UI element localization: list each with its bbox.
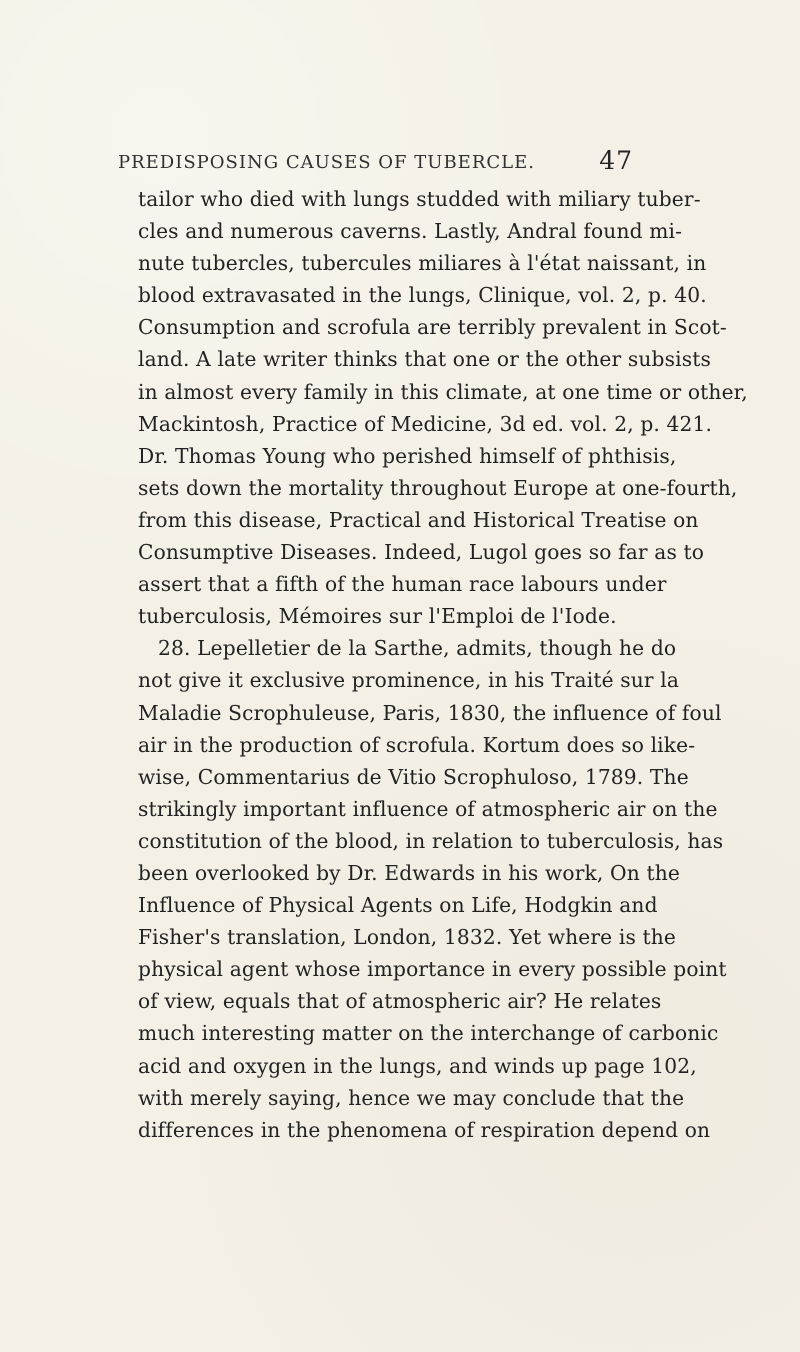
text-line: wise, Commentarius de Vitio Scrophuloso, 1789. The (138, 764, 689, 789)
text-line: physical agent whose importance in every possible point (138, 957, 727, 982)
text-line: not give it exclusive prominence, in his Traité sur la (138, 668, 680, 693)
text-line: with merely saying, hence we may conclude that the (138, 1085, 685, 1110)
text-line: differences in the phenomena of respiration depend on (138, 1117, 711, 1142)
text-line: Mackintosh, Practice of Medicine, 3d ed. vol. 2, p. 421. (138, 411, 713, 436)
text-line: Consumption and scrofula are terribly prevalent in Scot- (138, 315, 727, 340)
text-line: air in the production of scrofula. Kortum does so like- (138, 732, 696, 757)
text-line: sets down the mortality throughout Europe at one-fourth, (138, 475, 738, 500)
text-line: Fisher's translation, London, 1832. Yet where is the (138, 925, 677, 950)
text-line: cles and numerous caverns. Lastly, Andral found mi- (138, 219, 683, 244)
text-line: constitution of the blood, in relation to tuberculosis, has (138, 828, 724, 853)
text-line: much interesting matter on the interchange of carbonic (138, 1021, 719, 1046)
running-title: PREDISPOSING CAUSES OF TUBERCLE. (118, 152, 535, 173)
text-line: tuberculosis, Mémoires sur l'Emploi de l'Iode. (138, 604, 617, 629)
text-line: strikingly important influence of atmospheric air on the (138, 796, 718, 821)
text-line: land. A late writer thinks that one or the other subsists (138, 347, 711, 372)
text-line: Dr. Thomas Young who perished himself of phthisis, (138, 443, 677, 468)
text-line: Consumptive Diseases. Indeed, Lugol goes so far as to (138, 540, 705, 565)
page-number: 47 (599, 146, 633, 175)
text-line: of view, equals that of atmospheric air? He relates (138, 989, 662, 1014)
text-line: tailor who died with lungs studded with miliary tuber- (138, 187, 701, 211)
text-line: from this disease, Practical and Historical Treatise on (138, 507, 699, 532)
text-line: assert that a fifth of the human race labours under (138, 572, 667, 597)
text-line: been overlooked by Dr. Edwards in his work, On the (138, 860, 680, 885)
text-line: in almost every family in this climate, at one time or other, (138, 379, 748, 404)
text-line-paragraph-start: 28. Lepelletier de la Sarthe, admits, though he do (158, 636, 677, 661)
text-line: Influence of Physical Agents on Life, Hodgkin and (138, 893, 658, 918)
text-line: acid and oxygen in the lungs, and winds up page 102, (138, 1053, 697, 1078)
text-line: blood extravasated in the lungs, Clinique, vol. 2, p. 40. (138, 283, 707, 308)
body-text (138, 183, 748, 1146)
text-line: nute tubercles, tubercules miliares à l'état naissant, in (138, 251, 707, 276)
running-head (118, 146, 633, 180)
text-line: Maladie Scrophuleuse, Paris, 1830, the influence of foul (138, 700, 722, 725)
